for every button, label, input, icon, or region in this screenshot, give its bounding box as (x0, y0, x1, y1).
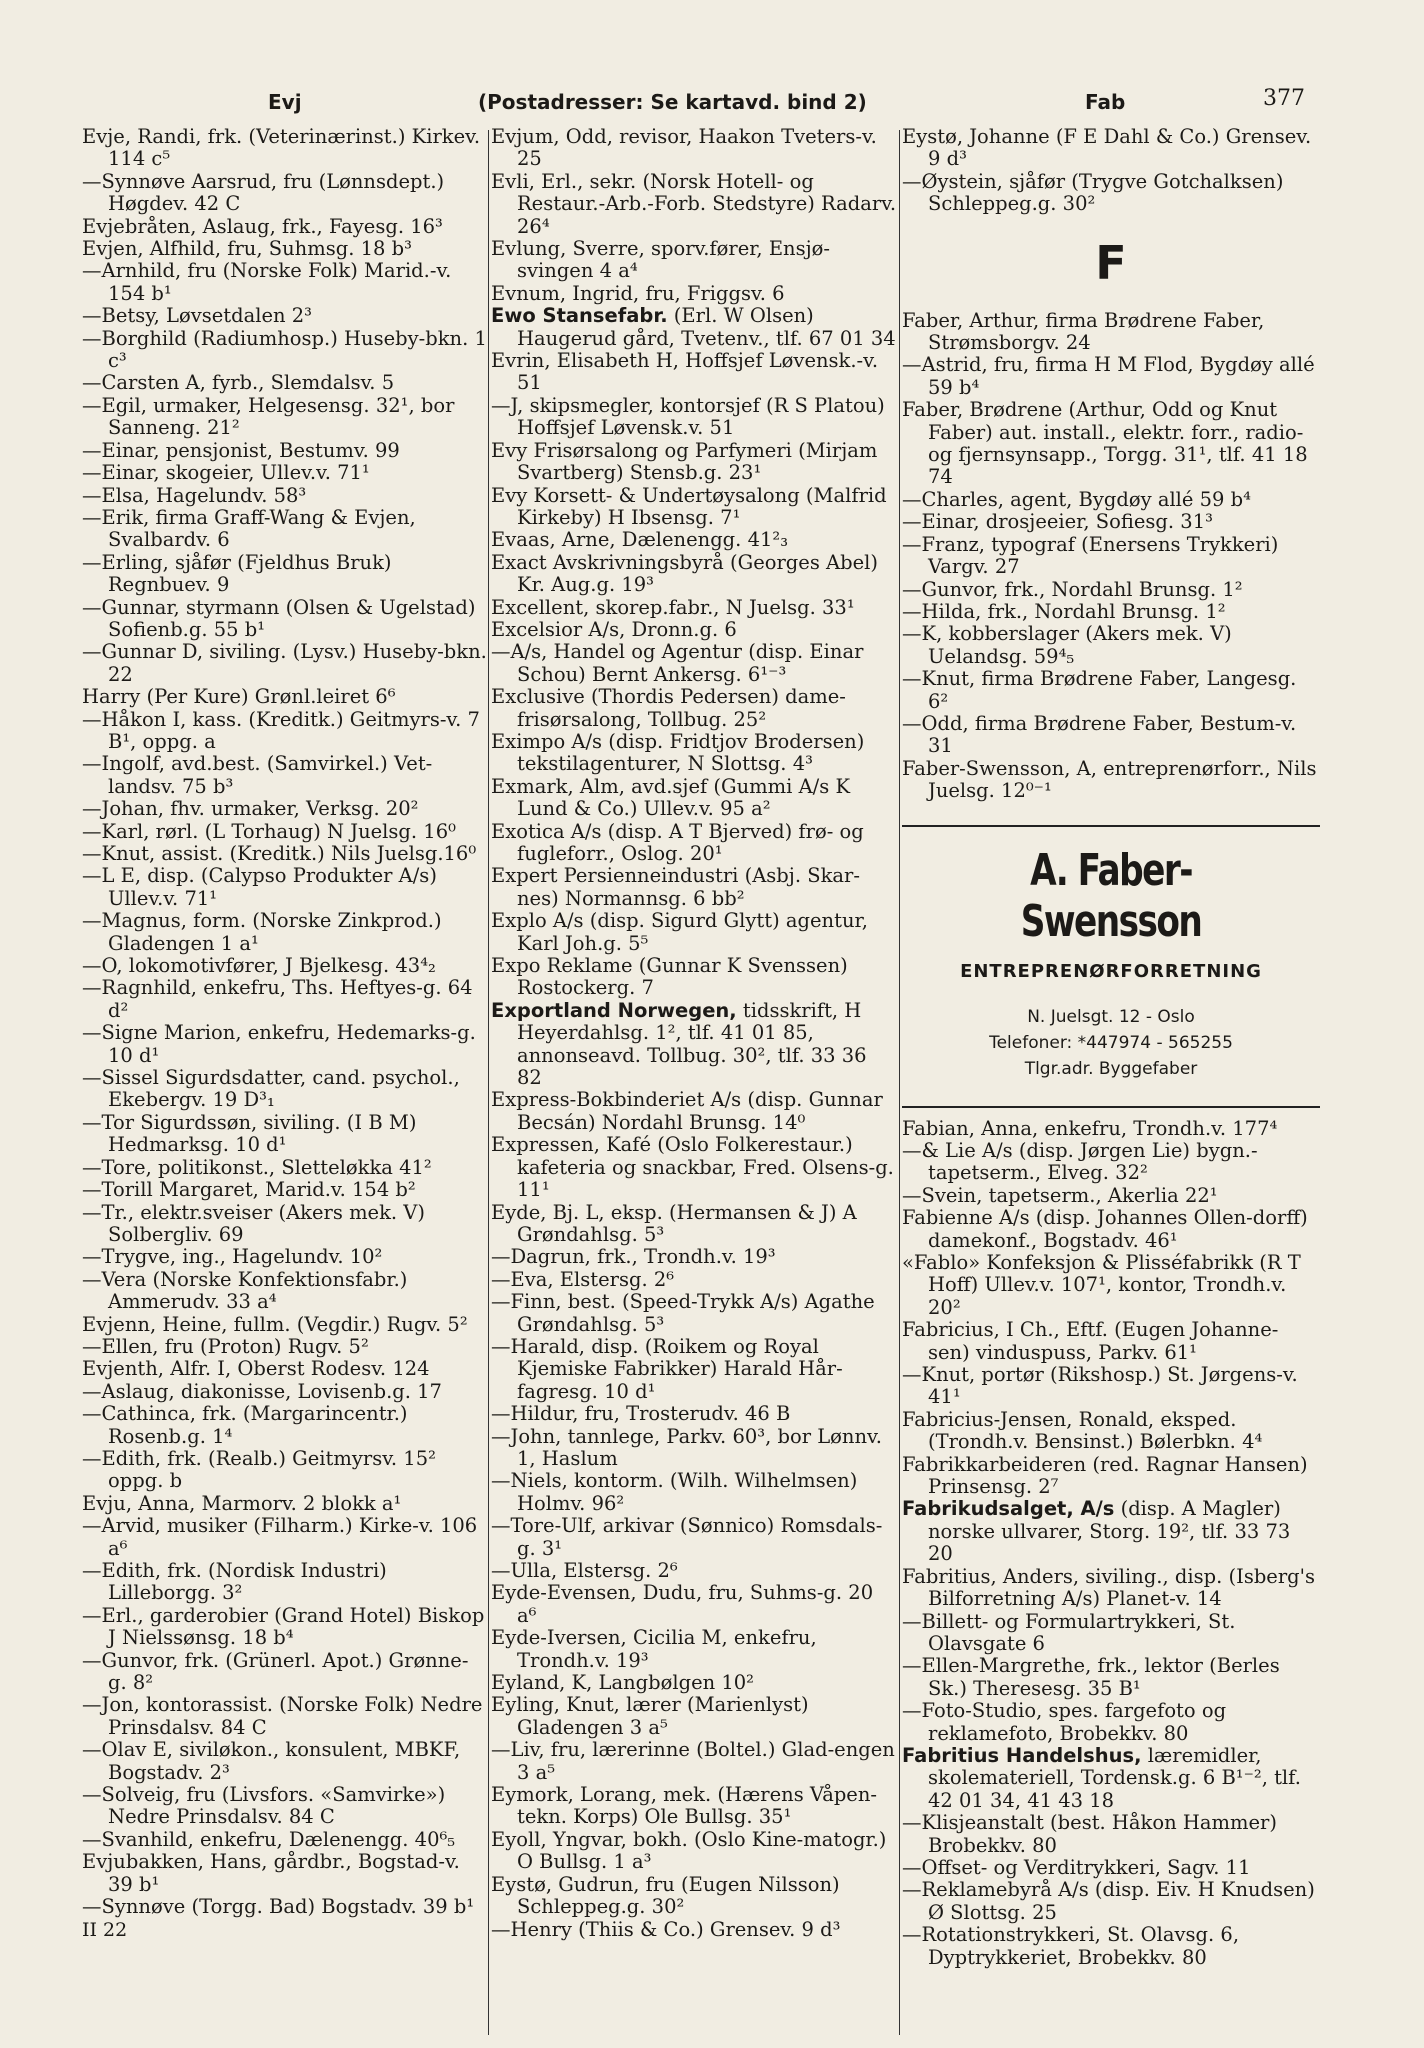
entries-col3-bottom (902, 1118, 1320, 1969)
directory-entry: —Ulla, Elstersg. 2⁶ (491, 1559, 678, 1582)
directory-entry: —Sissel Sigurdsdatter, cand. psychol., Ekebergv. 19 D³₁ (82, 1066, 460, 1112)
directory-entry: —Tore-Ulf, arkivar (Sønnico) Romsdals-g. 3¹ (491, 1514, 883, 1560)
directory-entry: —Edith, frk. (Nordisk Industri) Lilleborgg. 3² (82, 1559, 387, 1605)
directory-entry: —Solveig, fru (Livsfors. «Samvirke») Nedre Prinsdalsv. 84 C (82, 1783, 446, 1829)
directory-entry: Explo A/s (disp. Sigurd Glytt) agentur, Karl Joh.g. 5⁵ (491, 909, 868, 955)
directory-entry: —Charles, agent, Bygdøy allé 59 b⁴ (902, 487, 1251, 511)
directory-entry: —Svanhild, enkefru, Dælenengg. 40⁶₅ (82, 1827, 456, 1851)
entries-col3-top (902, 126, 1320, 216)
directory-entry: Exportland Norwegen, tidsskrift, H Heyerdahlsg. 1², tlf. 41 01 85, annonseavd. Tollbug. 30², tlf. 33 36 82 (491, 998, 867, 1090)
directory-entry: Evli, Erl., sekr. (Norsk Hotell- og Restaur.-Arb.-Forb. Stedstyre) Radarv. 26⁴ (491, 169, 897, 238)
directory-entry: —Erl., garderobier (Grand Hotel) Biskop J Nielssønsg. 18 b⁴ (82, 1603, 485, 1650)
directory-entry: Faber, Arthur, firma Brødrene Faber, Strømsborgv. 24 (902, 308, 1265, 355)
directory-entry: Express-Bokbinderiet A/s (disp. Gunnar Becsán) Nordahl Brunsg. 14⁰ (491, 1088, 883, 1134)
directory-entry: —Øystein, sjåfør (Trygve Gotchalksen) Schleppeg.g. 30² (902, 169, 1284, 216)
directory-entry: —Synnøve (Torgg. Bad) Bogstadv. 39 b¹ (82, 1895, 475, 1919)
directory-entry: Eyde-Evensen, Dudu, fru, Suhms-g. 20 a⁶ (491, 1581, 874, 1627)
directory-entry: —Ingolf, avd.best. (Samvirkel.) Vet-landsv. 75 b³ (82, 752, 433, 798)
directory-entry: Evjen, Alfhild, fru, Suhmsg. 18 b³ (82, 237, 412, 261)
directory-entry: —Betsy, Løvsetdalen 2³ (82, 304, 312, 328)
directory-entry: —Franz, typograf (Enersens Trykkeri) Vargv. 27 (902, 532, 1279, 579)
directory-entry: Fabritius, Anders, siviling., disp. (Isberg's Bilforretning A/s) Planet-v. 14 (902, 1564, 1316, 1611)
column-divider (488, 130, 489, 2035)
directory-entry: —Johan, fhv. urmaker, Verksg. 20² (82, 797, 419, 821)
ad-address: N. Juelsgt. 12 - Oslo (1027, 1006, 1195, 1027)
directory-entry: —Einar, skogeier, Ullev.v. 71¹ (82, 461, 370, 485)
directory-entry: Evjum, Odd, revisor, Haakon Tveters-v. 25 (491, 126, 877, 171)
directory-entry: —L E, disp. (Calypso Produkter A/s) Ullev.v. 71¹ (82, 864, 437, 910)
directory-entry: —Dagrun, frk., Trondh.v. 19³ (491, 1245, 776, 1269)
directory-entry: Faber, Brødrene (Arthur, Odd og Knut Faber) aut. install., elektr. forr., radio- og fjernsynsapp., Torgg. 31¹, tlf. 41 18 74 (902, 398, 1308, 489)
directory-entry: Evlung, Sverre, sporv.fører, Ensjø-svingen 4 a⁴ (491, 237, 831, 283)
directory-entry: —Offset- og Verditrykkeri, Sagv. 11 (902, 1855, 1251, 1879)
directory-entry: —Odd, firma Brødrene Faber, Bestum-v. 31 (902, 711, 1297, 758)
directory-entry: —Carsten A, fyrb., Slemdalsv. 5 (82, 371, 395, 395)
directory-entry: —Arnhild, fru (Norske Folk) Marid.-v. 154 b¹ (82, 259, 452, 305)
header-left-keyword: Evj (268, 90, 302, 114)
directory-entry: —& Lie A/s (disp. Jørgen Lie) bygn.-tapetserm., Elveg. 32² (902, 1138, 1258, 1185)
directory-entry: —Vera (Norske Konfektionsfabr.) Ammerudv. 33 a⁴ (82, 1267, 408, 1314)
directory-entry: Eyde-Iversen, Cicilia M, enkefru, Trondh.v. 19³ (491, 1626, 817, 1672)
directory-entry: —Torill Margaret, Marid.v. 154 b² (82, 1178, 416, 1202)
directory-entry: —Knut, firma Brødrene Faber, Langesg. 6² (902, 667, 1297, 713)
directory-entry: Eystø, Johanne (F E Dahl & Co.) Grensev. 9 d³ (902, 126, 1312, 171)
directory-entry: —Gunvor, frk., Nordahl Brunsg. 1² (902, 577, 1243, 601)
directory-entry: —Signe Marion, enkefru, Hedemarks-g. 10 d¹ (82, 1021, 476, 1067)
directory-entry: Fabricius-Jensen, Ronald, eksped. (Trondh.v. Bensinst.) Bølerbkn. 4⁴ (902, 1407, 1263, 1454)
directory-entry: —Einar, drosjeeier, Sofiesg. 31³ (902, 510, 1213, 534)
ad-title: A. Faber-Swensson (1020, 844, 1202, 947)
directory-entry: —Einar, pensjonist, Bestumv. 99 (82, 438, 400, 462)
entries-col1 (82, 126, 487, 1919)
directory-entry: Expressen, Kafé (Oslo Folkerestaur.) kafeteria og snackbar, Fred. Olsens-g. 11¹ (491, 1133, 894, 1202)
directory-entry: Evrin, Elisabeth H, Hoffsjef Løvensk.-v. 51 (491, 349, 879, 395)
directory-entry: —Tore, politikonst., Sletteløkka 41² (82, 1155, 432, 1179)
directory-entry: —Trygve, ing., Hagelundv. 10² (82, 1245, 383, 1269)
directory-entry: Evju, Anna, Marmorv. 2 blokk a¹ (82, 1491, 402, 1515)
directory-entry: Evjenn, Heine, fullm. (Vegdir.) Rugv. 5² (82, 1312, 468, 1336)
directory-entry: —Ragnhild, enkefru, Ths. Heftyes-g. 64 d² (82, 976, 473, 1022)
directory-entry: Excellent, skorep.fabr., N Juelsg. 33¹ (491, 595, 855, 619)
directory-entry: —Jon, kontorassist. (Norske Folk) Nedre Prinsdalsv. 84 C (82, 1693, 483, 1739)
directory-entry: —A/s, Handel og Agentur (disp. Einar Schou) Bernt Ankersg. 6¹⁻³ (491, 640, 864, 686)
directory-entry: Eyling, Knut, lærer (Marienlyst) Gladengen 3 a⁵ (491, 1693, 809, 1739)
directory-entry: Eyde, Bj. L, eksp. (Hermansen & J) A Grøndahlsg. 5³ (491, 1200, 857, 1246)
directory-entry: Harry (Per Kure) Grønl.leiret 6⁶ (82, 685, 396, 709)
directory-entry: Evjubakken, Hans, gårdbr., Bogstad-v. 39 b¹ (82, 1850, 460, 1896)
directory-entry: Eximpo A/s (disp. Fridtjov Brodersen) tekstilagenturer, N Slottsg. 4³ (491, 729, 865, 776)
column-3 (902, 126, 1320, 2036)
directory-entry: —Håkon I, kass. (Kreditk.) Geitmyrs-v. 7 B¹, oppg. a (82, 707, 480, 753)
directory-entry: —Karl, rørl. (L Torhaug) N Juelsg. 16⁰ (82, 819, 456, 843)
directory-entry: —Henry (Thiis & Co.) Grensev. 9 d³ (491, 1917, 841, 1941)
directory-entry: Exmark, Alm, avd.sjef (Gummi A/s K Lund & Co.) Ullev.v. 95 a² (491, 774, 851, 821)
directory-entry: Evjenth, Alfr. I, Oberst Rodesv. 124 (82, 1357, 430, 1381)
directory-entry: Exotica A/s (disp. A T Bjerved) frø- og fugleforr., Oslog. 20¹ (491, 819, 864, 865)
signature-mark: II 22 (82, 1918, 128, 1941)
directory-entry: —Ellen, fru (Proton) Rugv. 5² (82, 1334, 369, 1358)
directory-entry: Faber-Swensson, A, entreprenørforr., Nils Juelsg. 12⁰⁻¹ (902, 756, 1317, 803)
directory-entry: —Gunnar D, siviling. (Lysv.) Huseby-bkn. 22 (82, 640, 487, 686)
page-number: 377 (1263, 86, 1305, 111)
directory-entry: Exclusive (Thordis Pedersen) dame-frisørsalong, Tollbug. 25² (491, 685, 846, 731)
directory-entry: —Liv, fru, lærerinne (Boltel.) Glad-engen 3 a⁵ (491, 1738, 895, 1784)
directory-entry: —John, tannlege, Parkv. 60³, bor Lønnv. 1, Haslum (491, 1424, 882, 1470)
directory-entry: Evnum, Ingrid, fru, Friggsv. 6 (491, 281, 785, 305)
directory-entry: —K, kobberslager (Akers mek. V) Uelandsg. 59⁴₅ (902, 622, 1232, 668)
entries-col2 (491, 126, 897, 1941)
directory-entry: Evy Frisørsalong og Parfymeri (Mirjam Svartberg) Stensb.g. 23¹ (491, 438, 878, 485)
directory-entry: —Foto-Studio, spes. fargefoto og reklamefoto, Brobekkv. 80 (902, 1699, 1227, 1745)
directory-entry: —Knut, portør (Rikshosp.) St. Jørgens-v. 41¹ (902, 1363, 1298, 1409)
page-header (100, 86, 1315, 120)
directory-entry: —Egil, urmaker, Helgesensg. 32¹, bor Sanneng. 21² (82, 393, 455, 440)
directory-entry: Eyland, K, Langbølgen 10² (491, 1671, 755, 1695)
directory-entry: —Tor Sigurdssøn, siviling. (I B M) Hedmarksg. 10 d¹ (82, 1110, 417, 1157)
directory-entry: Eymork, Lorang, mek. (Hærens Våpen-tekn. Korps) Ole Bullsg. 35¹ (491, 1783, 877, 1829)
directory-entry: —Erling, sjåfør (Fjeldhus Bruk) Regnbuev. 9 (82, 550, 392, 597)
directory-entry: —Rotationstrykkeri, St. Olavsg. 6, Dyptrykkeriet, Brobekkv. 80 (902, 1923, 1240, 1969)
directory-entry: —Hilda, frk., Nordahl Brunsg. 1² (902, 599, 1226, 623)
directory-entry: Eystø, Gudrun, fru (Eugen Nilsson) Schleppeg.g. 30² (491, 1872, 840, 1919)
directory-entry: —Arvid, musiker (Filharm.) Kirke-v. 106 a⁶ (82, 1514, 478, 1560)
directory-entry: —Tr., elektr.sveiser (Akers mek. V) Solbergliv. 69 (82, 1200, 426, 1246)
directory-entry: Fabrikkarbeideren (red. Ragnar Hansen) Prinsensg. 2⁷ (902, 1452, 1308, 1499)
directory-entry: Evaas, Arne, Dælenengg. 41²₃ (491, 528, 789, 552)
directory-entry: —Billett- og Formulartrykkeri, St. Olavsgate 6 (902, 1609, 1236, 1655)
directory-entry: Evje, Randi, frk. (Veterinærinst.) Kirkev. 114 c⁵ (82, 126, 481, 171)
header-right-keyword: Fab (1085, 90, 1126, 114)
directory-entry: Expo Reklame (Gunnar K Svenssen) Rostockerg. 7 (491, 954, 848, 1000)
directory-entry: —Edith, frk. (Realb.) Geitmyrsv. 15² oppg. b (82, 1446, 436, 1493)
directory-entry: —Synnøve Aarsrud, fru (Lønnsdept.) Høgdev. 42 C (82, 169, 445, 216)
directory-entry: Fabian, Anna, enkefru, Trondh.v. 177⁴ (902, 1116, 1278, 1140)
directory-entry: —Astrid, fru, firma H M Flod, Bygdøy allé 59 b⁴ (902, 353, 1315, 399)
directory-entry: Excelsior A/s, Dronn.g. 6 (491, 617, 737, 641)
directory-entry: Evy Korsett- & Undertøysalong (Malfrid Kirkeby) H Ibsensg. 7¹ (491, 483, 887, 529)
directory-entry: —Elsa, Hagelundv. 58³ (82, 483, 307, 507)
column-1 (82, 126, 487, 2036)
ad-subtitle: ENTREPRENØRFORRETNING (960, 960, 1262, 982)
directory-entry: Evjebråten, Aslaug, frk., Fayesg. 16³ (82, 214, 443, 238)
directory-entry: —Borghild (Radiumhosp.) Huseby-bkn. 1 c³ (82, 326, 487, 373)
directory-entry: —Erik, firma Graff-Wang & Evjen, Svalbardv. 6 (82, 505, 416, 552)
directory-entry: —Olav E, siviløkon., konsulent, MBKF, Bogstadv. 2³ (82, 1738, 461, 1784)
directory-entry: Fabienne A/s (disp. Johannes Ollen-dorff) damekonf., Bogstadv. 46¹ (902, 1206, 1308, 1252)
directory-entry: Fabricius, I Ch., Eftf. (Eugen Johanne-sen) vinduspuss, Parkv. 61¹ (902, 1318, 1279, 1364)
directory-entry: —Aslaug, diakonisse, Lovisenb.g. 17 (82, 1379, 442, 1403)
ad-phones: Telefoner: *447974 - 565255 (989, 1032, 1233, 1053)
directory-entry: Fabritius Handelshus, læremidler, skolemateriell, Tordensk.g. 6 B¹⁻², tlf. 42 01 34, 41 43 18 (902, 1743, 1301, 1812)
directory-entry: Expert Persienneindustri (Asbj. Skar-nes) Normannsg. 6 bb² (491, 864, 860, 910)
entries-col3-mid (902, 310, 1320, 803)
section-letter: F (1095, 235, 1127, 290)
directory-entry: Fabrikudsalget, A/s (disp. A Magler) norske ullvarer, Storg. 19², tlf. 33 73 20 (902, 1497, 1291, 1566)
column-divider (899, 130, 900, 2035)
directory-entry: —Reklamebyrå A/s (disp. Eiv. H Knudsen) Ø Slottsg. 25 (902, 1878, 1315, 1924)
directory-entry: —Ellen-Margrethe, frk., lektor (Berles Sk.) Theresesg. 35 B¹ (902, 1654, 1280, 1700)
directory-entry: —Gunnar, styrmann (Olsen & Ugelstad) Sofienb.g. 55 b¹ (82, 595, 476, 641)
directory-entry: Exact Avskrivningsbyrå (Georges Abel) Kr. Aug.g. 19³ (491, 550, 878, 597)
directory-entry: —Eva, Elstersg. 2⁶ (491, 1267, 675, 1291)
directory-entry: «Fablo» Konfeksjon & Plisséfabrikk (R T Hoff) Ullev.v. 107¹, kontor, Trondh.v. 20² (902, 1251, 1301, 1319)
directory-entry: —Svein, tapetserm., Akerlia 22¹ (902, 1183, 1218, 1207)
directory-entry: —Gunvor, frk. (Grünerl. Apot.) Grønne-g. 8² (82, 1648, 469, 1695)
directory-entry: —Niels, kontorm. (Wilh. Wilhelmsen) Holmv. 96² (491, 1469, 858, 1515)
directory-entry: —Magnus, form. (Norske Zinkprod.) Gladengen 1 a¹ (82, 909, 442, 955)
advertisement-box (902, 825, 1320, 1108)
directory-entry: —Klisjeanstalt (best. Håkon Hammer) Brobekkv. 80 (902, 1811, 1277, 1857)
directory-entry: —Harald, disp. (Roikem og Royal Kjemiske Fabrikker) Harald Hår-fagresg. 10 d¹ (491, 1334, 843, 1403)
directory-entry: Ewo Stansefabr. (Erl. W Olsen) Haugerud gård, Tvetenv., tlf. 67 01 34 (491, 304, 896, 350)
directory-entry: —Hildur, fru, Trosterudv. 46 B (491, 1402, 791, 1426)
directory-entry: —J, skipsmegler, kontorsjef (R S Platou) Hoffsjef Løvensk.v. 51 (491, 393, 885, 440)
directory-entry: —Finn, best. (Speed-Trykk A/s) Agathe Grøndahlsg. 5³ (491, 1290, 875, 1336)
column-2 (491, 126, 897, 2036)
header-center-note: (Postadresser: Se kartavd. bind 2) (478, 90, 867, 114)
directory-entry: —O, lokomotivfører, J Bjelkesg. 43⁴₂ (82, 954, 436, 978)
directory-entry: —Knut, assist. (Kreditk.) Nils Juelsg.16⁰ (82, 842, 477, 865)
ad-telegram: Tlgr.adr. Byggefaber (1024, 1058, 1198, 1079)
directory-entry: Eyoll, Yngvar, bokh. (Oslo Kine-matogr.) O Bullsg. 1 a³ (491, 1827, 887, 1874)
directory-entry: —Cathinca, frk. (Margarincentr.) Rosenb.g. 1⁴ (82, 1402, 408, 1448)
